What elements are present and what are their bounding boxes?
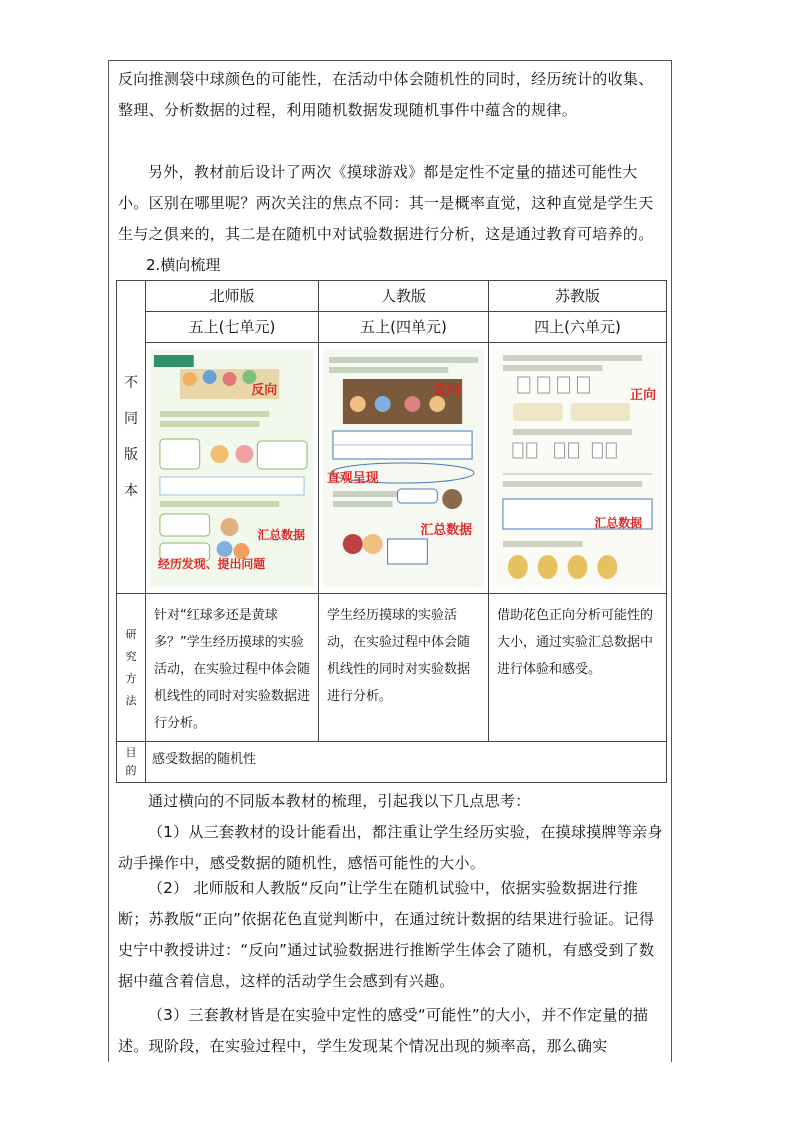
paragraph-1: 反向推测袋中球颜色的可能性，在活动中体会随机性的同时，经历统计的收集、整理、分析数据的过程，利用随机数据发现随机事件中蕴含的规律。 <box>118 70 654 119</box>
method-rj: 学生经历摸球的实验活动，在实验过程中体会随机线性的同时对实验数据进行分析。 <box>327 608 471 704</box>
tag-rj-2: 汇总数据 <box>420 522 473 539</box>
edition-unit-sj: 四上(六单元) <box>489 312 667 343</box>
tag-rj-1: 直观呈现 <box>326 470 379 487</box>
method-label-text: 研究方法 <box>125 627 137 707</box>
comparison-table <box>116 280 667 783</box>
purpose-text: 感受数据的随机性 <box>152 752 257 767</box>
paragraph-5: （2） 北师版和人教版“反向”让学生在随机试验中，依据实验数据进行推断；苏教版“正向”依据花色直觉判断中，在通过统计数据的结果进行验证。记得史宁中教授讲过：“反向”通过试验数据进行推断学生体会了随机，有感受到了数据中蕴含着信息，这样的活动学生会感到有兴趣。 <box>118 879 655 990</box>
tag-bsd-1: 汇总数据 <box>257 527 306 543</box>
tag-sj-1: 汇总数据 <box>594 515 643 531</box>
paragraph-4: （1）从三套教材的设计能看出，都注重让学生经历实验，在摸球摸牌等亲身动手操作中，感受数据的随机性，感悟可能性的大小。 <box>118 823 663 872</box>
edition-name-sj: 苏教版 <box>489 281 667 312</box>
method-bsd: 针对“红球多还是黄球多？”学生经历摸球的实验活动，在实验过程中体会随机线性的同时对实验数据进行分析。 <box>154 608 311 731</box>
paragraph-3: 通过横向的不同版本教材的梳理，引起我以下几点思考： <box>148 792 531 810</box>
edition-unit-bsd: 五上(七单元) <box>146 312 319 343</box>
row-label-purpose <box>117 742 146 783</box>
edition-unit-rj: 五上(四单元) <box>319 312 489 343</box>
purpose-label-text: 目的 <box>125 746 137 777</box>
tag-sj-0: 正向 <box>630 387 657 404</box>
method-sj: 借助花色正向分析可能性的大小，通过实验汇总数据中进行体验和感受。 <box>497 608 654 677</box>
textbook-image-sj <box>489 343 667 594</box>
section-heading: 2.横向梳理 <box>146 256 221 274</box>
paragraph-2: 另外，教材前后设计了两次《摸球游戏》都是定性不定量的描述可能性大小。区别在哪里呢？两次关注的焦点不同：其一是概率直觉，这种直觉是学生天生与之俱来的，其二是在随机中对试验数据进行分析，这是通过教育可培养的。 <box>118 163 654 243</box>
textbook-image-bsd <box>146 343 319 594</box>
paragraph-6: （3）三套教材皆是在实验中定性的感受“可能性”的大小，并不作定量的描述。现阶段，在实验过程中，学生发现某个情况出现的频率高，那么确实 <box>118 1006 649 1055</box>
row-label-versions <box>117 281 146 594</box>
edition-name-rj: 人教版 <box>319 281 489 312</box>
textbook-image-rj <box>319 343 489 594</box>
versions-label-text: 不同版本 <box>124 375 138 499</box>
tag-bsd-2: 经历发现、提出问题 <box>157 556 266 572</box>
edition-name-bsd: 北师版 <box>146 281 319 312</box>
tag-rj-0: 反向 <box>434 382 461 399</box>
tag-bsd-0: 反向 <box>251 382 278 399</box>
row-label-method <box>117 594 146 742</box>
